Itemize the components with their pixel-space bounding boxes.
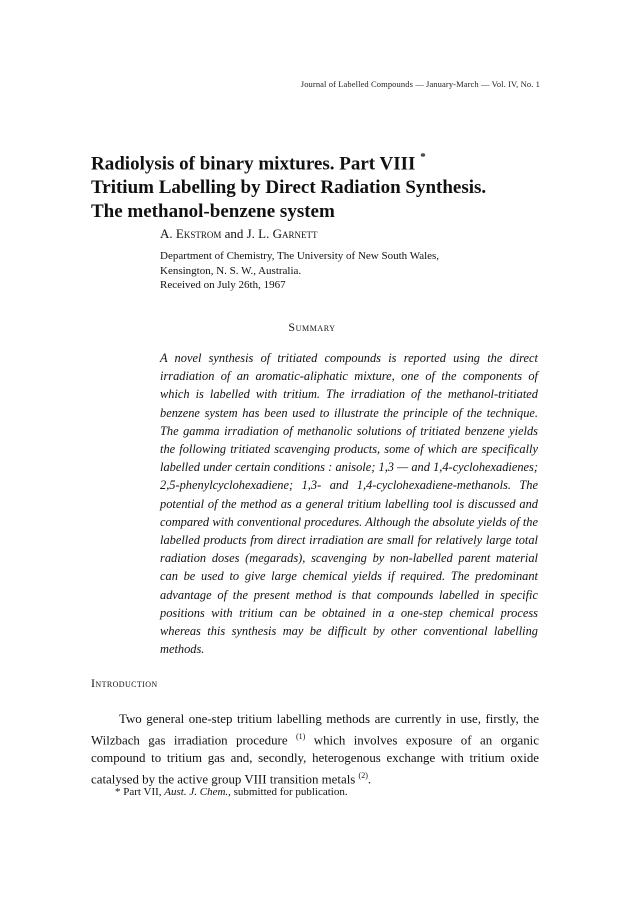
affiliation-line-1: Department of Chemistry, The University of New South Wales, — [160, 250, 440, 262]
affiliation-line-2: Kensington, N. S. W., Australia. — [160, 265, 302, 277]
title-line-3: The methanol-benzene system — [91, 201, 335, 223]
citation-2: (2) — [358, 771, 368, 781]
title-footnote-mark: * — [420, 151, 426, 163]
summary-heading: Summary — [288, 320, 336, 334]
footnote: * Part VII, Aust. J. Chem., submitted for publication. — [115, 786, 348, 798]
title-line-1: Radiolysis of binary mixtures. Part VIII * — [91, 151, 426, 175]
affiliation — [160, 249, 439, 279]
author-conjunction: and — [221, 226, 247, 241]
author-list — [160, 226, 318, 242]
received-date: Received on July 26th, 1967 — [160, 279, 286, 291]
paper-title — [91, 147, 571, 224]
title-line-2: Tritium Labelling by Direct Radiation Synthesis. — [91, 177, 487, 199]
introduction-heading: Introduction — [91, 676, 158, 690]
author-garnett: J. L. Garnett — [246, 226, 318, 241]
introduction-paragraph: Two general one-step tritium labelling methods are currently in use, firstly, the Wilzbach gas irradiation procedure $^{(1)}$ which involves exposure of an organic compound to tritium gas and, secondly, heterogenous exchange with tritium oxide catalysed by the active group VIII transition metals $^{(2)}$. — [91, 712, 539, 787]
abstract-text: A novel synthesis of tritiated compounds is reported using the direct irradiation of an aromatic-aliphatic mixture, one of the components of which is labelled with tritium. The irradiation of the methanol-tritiated benzene system has been used to illustrate the principle of the technique. The gamma irradiation of methanolic solutions of tritiated benzene yields the following tritiated scavenging products, some of which are specifically labelled under certain conditions : anisole; 1,3 — and 1,4-cyclohexadienes; 2,5-phenylcyclohexadiene; 1,3- and 1,4-cyclohexadiene-methanols. The potential of the method as a general tritium labelling tool is discussed and compared with conventional procedures. Although the absolute yields of the labelled products from direct irradiation are small for relatively large total radiation doses (megarads), scavenging by non-labelled parent material can be used to give large chemical yields if required. The predominant advantage of the present method is that compounds labelled in specific positions with tritium can be obtained in a one-step chemical process whereas this synthesis may be difficult by other conventional labelling methods. — [160, 351, 538, 657]
citation-1: (1) — [296, 732, 306, 741]
footnote-journal: Aust. J. Chem. — [164, 786, 229, 798]
running-head: Journal of Labelled Compounds — January-March — Vol. IV, No. 1 — [300, 79, 540, 89]
author-ekstrom: A. Ekstrom — [160, 226, 222, 241]
